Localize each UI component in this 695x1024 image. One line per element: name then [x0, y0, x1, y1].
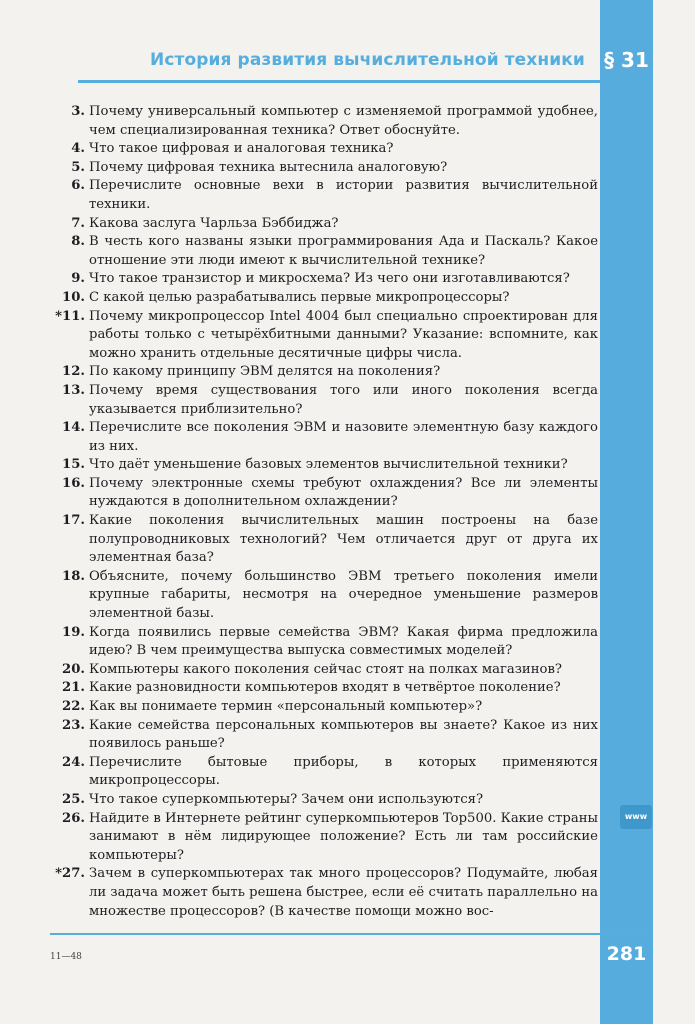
question-text: Когда появились первые семейства ЭВМ? Какая фирма предложила идею? В чем преимущества выпуска совместимых моделей? [89, 624, 598, 659]
print-code: 11—48 [50, 952, 82, 962]
question-text: Почему универсальный компьютер с изменяемой программой удобнее, чем специализированная техника? Ответ обоснуйте. [89, 104, 598, 138]
question-text: Что такое транзистор и микросхема? Из чего они изготавливаются? [89, 271, 570, 287]
question-text: Какие поколения вычислительных машин построены на базе полупроводниковых технологий? Чем отличается друг от друга их элементная база? [89, 513, 598, 566]
question-text: Перечислите основные вехи в истории развития вычислительной техники. [89, 178, 598, 212]
question-text: Какие семейства персональных компьютеров вы знаете? Какое из них появилось раньше? [89, 717, 598, 752]
question-list [50, 103, 598, 921]
question-number: 20. [62, 661, 85, 677]
question-text: Найдите в Интернете рейтинг суперкомпьютеров Top500. Какие страны занимают в нём лидирующее положение? Есть ли там российские компьютеры? [89, 810, 598, 863]
page-header-title: История развития вычислительной техники [150, 50, 585, 70]
question-text: Перечислите бытовые приборы, в которых применяются микропроцессоры. [89, 754, 598, 789]
question-number: 16. [62, 475, 85, 491]
question-text: Перечислите все поколения ЭВМ и назовите элементную базу каждого из них. [89, 420, 598, 454]
question-item [50, 661, 598, 680]
question-number: 22. [62, 699, 85, 714]
question-number: 23. [62, 717, 85, 733]
question-text: С какой целью разрабатывались первые микропроцессоры? [89, 289, 510, 305]
question-number: 21. [62, 680, 85, 696]
question-item [50, 289, 598, 308]
question-text: Что такое суперкомпьютеры? Зачем они используются? [89, 791, 484, 807]
www-icon: www [620, 805, 652, 829]
question-number: 3. [71, 104, 85, 119]
question-number: 6. [71, 178, 85, 194]
question-number: 9. [71, 271, 85, 287]
question-item [50, 754, 598, 791]
question-number: 26. [62, 810, 85, 826]
question-number: *11. [55, 308, 85, 324]
question-text: В честь кого названы языки программирования Ада и Паскаль? Какое отношение эти люди имеют к вычислительной технике? [89, 234, 598, 268]
question-item [50, 270, 598, 289]
question-item [50, 103, 598, 140]
question-text: Зачем в суперкомпьютерах так много процессоров? Подумайте, любая ли задача может быть решена быстрее, если её считать параллельно на множестве процессоров? (В качестве помощи можно вос- [89, 866, 598, 919]
question-text: Почему микропроцессор Intel 4004 был специально спроектирован для работы только с четырёхбитными данными? Указание: вспомните, как можно хранить отдельные десятичные цифры числа. [89, 308, 598, 361]
question-item [50, 419, 598, 456]
question-number: 25. [62, 791, 85, 807]
question-item [50, 456, 598, 475]
question-number: 5. [71, 159, 85, 175]
question-number: 14. [62, 420, 85, 436]
question-item [50, 512, 598, 568]
question-text: Как вы понимаете термин «персональный компьютер»? [89, 699, 483, 714]
question-item [50, 363, 598, 382]
question-number: 7. [71, 215, 85, 231]
question-item [50, 215, 598, 234]
question-item [50, 624, 598, 661]
page-number: 281 [606, 943, 647, 965]
question-item [50, 679, 598, 698]
side-color-strip [600, 0, 653, 1024]
question-number: 18. [62, 568, 85, 584]
question-number: 24. [62, 754, 85, 770]
question-number: 19. [62, 624, 85, 640]
question-text: Почему цифровая техника вытеснила аналоговую? [89, 159, 448, 175]
question-text: Компьютеры какого поколения сейчас стоят на полках магазинов? [89, 661, 562, 677]
question-item [50, 177, 598, 214]
header-divider [78, 80, 600, 83]
question-number: 8. [71, 234, 85, 250]
question-item [50, 568, 598, 624]
question-number: 10. [62, 289, 85, 305]
question-text: Какова заслуга Чарльза Бэббиджа? [89, 215, 339, 231]
question-number: 13. [62, 382, 85, 398]
question-item [50, 475, 598, 512]
question-item [50, 159, 598, 178]
footer-divider [50, 933, 650, 935]
question-text: Какие разновидности компьютеров входят в четвёртое поколение? [89, 680, 561, 696]
question-item [50, 382, 598, 419]
question-item [50, 865, 598, 921]
question-item [50, 308, 598, 364]
question-item [50, 717, 598, 754]
question-text: Объясните, почему большинство ЭВМ третьего поколения имели крупные габариты, несмотря на очередное уменьшение размеров элементной базы. [89, 568, 598, 622]
section-number: § 31 [604, 48, 649, 72]
question-item [50, 791, 598, 810]
question-number: *27. [55, 866, 85, 882]
question-text: Почему время существования того или иного поколения всегда указывается приблизительно? [89, 382, 598, 417]
question-number: 4. [71, 141, 85, 157]
question-text: Что даёт уменьшение базовых элементов вычислительной техники? [89, 457, 568, 473]
question-number: 12. [62, 364, 85, 380]
question-number: 15. [62, 457, 85, 473]
question-text: Что такое цифровая и аналоговая техника? [89, 141, 394, 157]
question-text: Почему электронные схемы требуют охлаждения? Все ли элементы нуждаются в дополнительном охлаждении? [89, 475, 598, 510]
question-number: 17. [62, 513, 85, 529]
question-item [50, 140, 598, 159]
question-item [50, 810, 598, 866]
question-item [50, 233, 598, 270]
question-text: По какому принципу ЭВМ делятся на поколения? [89, 364, 441, 380]
question-item [50, 698, 598, 717]
